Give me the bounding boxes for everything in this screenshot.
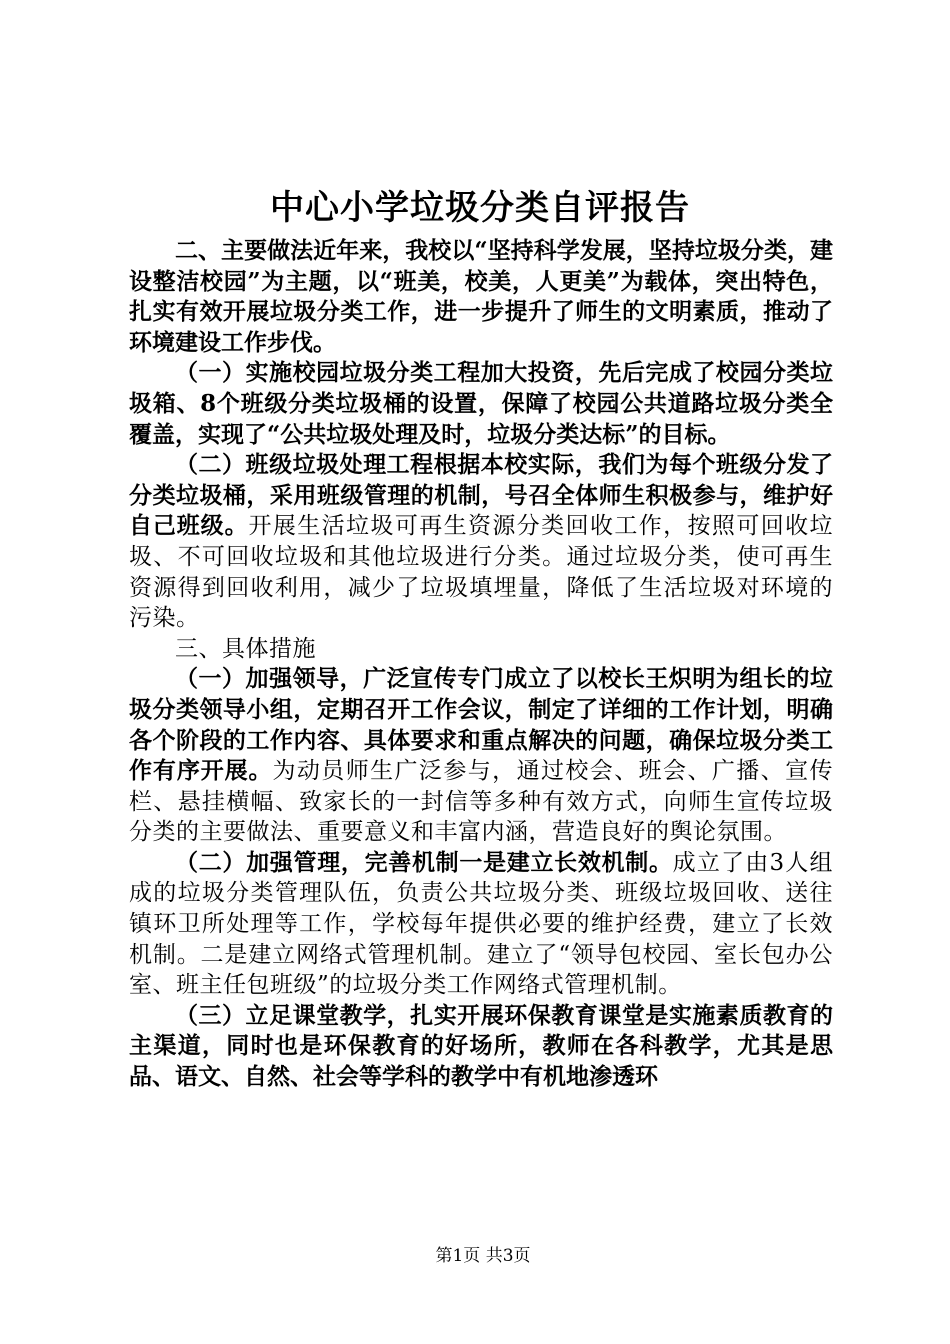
paragraph-main-practices [129, 236, 833, 358]
paragraph-bold-text: （一）加强领导，广泛宣传专门成立了以校长王炽明为组长的垃圾分类领导小组，定期召开工作会议，制定了详细的工作计划，明确各个阶段的工作内容、具体要求和重点解决的问题，确保垃圾分类工作有序开展。 [129, 665, 833, 785]
paragraph-class-waste-project [129, 450, 833, 634]
paragraph-bold-text: （二）加强管理，完善机制一是建立长效机制。 [175, 848, 673, 876]
paragraph-plain-text: 三、具体措施 [175, 635, 316, 662]
paragraph-bold-text: （三）立足课堂教学，扎实开展环保教育课堂是实施素质教育的主渠道，同时也是环保教育的好场所，教师在各科教学，尤其是思品、语文、自然、社会等学科的教学中有机地渗透环 [129, 1001, 833, 1091]
paragraph-management-mechanism [129, 848, 833, 1001]
paragraph-plain-text: 成立了由3人组成的垃圾分类管理队伍，负责公共垃圾分类、班级垃圾回收、送往镇环卫所处理等工作，学校每年提供必要的维护经费，建立了长效机制。二是建立网络式管理机制。建立了“领导包校园、室长包办公室、班主任包班级”的垃圾分类工作网络式管理机制。 [129, 849, 833, 999]
paragraph-bold-text: 二、主要做法近年来，我校以“坚持科学发展，坚持垃圾分类，建设整洁校园”为主题，以“班美，校美，人更美”为载体，突出特色，扎实有效开展垃圾分类工作，进一步提升了师生的文明素质，推动了环境建设工作步伐。 [129, 237, 833, 356]
paragraph-bold-text: （二）班级垃圾处理工程根据本校实际，我们为每个班级分发了分类垃圾桶，采用班级管理的机制，号召全体师生积极参与，维护好自己班级。 [129, 451, 833, 540]
paragraph-bold-text: （一）实施校园垃圾分类工程加大投资，先后完成了校园分类垃圾箱、8个班级分类垃圾桶的设置，保障了校园公共道路垃圾分类全覆盖，实现了“公共垃圾处理及时，垃圾分类达标”的目标。 [129, 359, 833, 448]
paragraph-classroom-teaching [129, 1001, 833, 1093]
paragraph-leadership-publicity [129, 664, 833, 848]
page-number-footer: 第1页 共3页 [435, 1246, 531, 1266]
paragraph-plain-text: 为动员师生广泛参与，通过校会、班会、广播、宣传栏、悬挂横幅、致家长的一封信等多种有效方式，向师生宣传垃圾分类的主要做法、重要意义和丰富内涵，营造良好的舆论氛围。 [129, 758, 834, 846]
document-title: 中心小学垃圾分类自评报告 [270, 188, 690, 228]
document-body [129, 236, 833, 1093]
paragraph-campus-sorting-project [129, 358, 833, 450]
paragraph-plain-text: 开展生活垃圾可再生资源分类回收工作，按照可回收垃圾、不可回收垃圾和其他垃圾进行分类。通过垃圾分类，使可再生资源得到回收利用，减少了垃圾填埋量，降低了生活垃圾对环境的污染。 [129, 513, 834, 632]
section-heading-measures [129, 634, 833, 665]
